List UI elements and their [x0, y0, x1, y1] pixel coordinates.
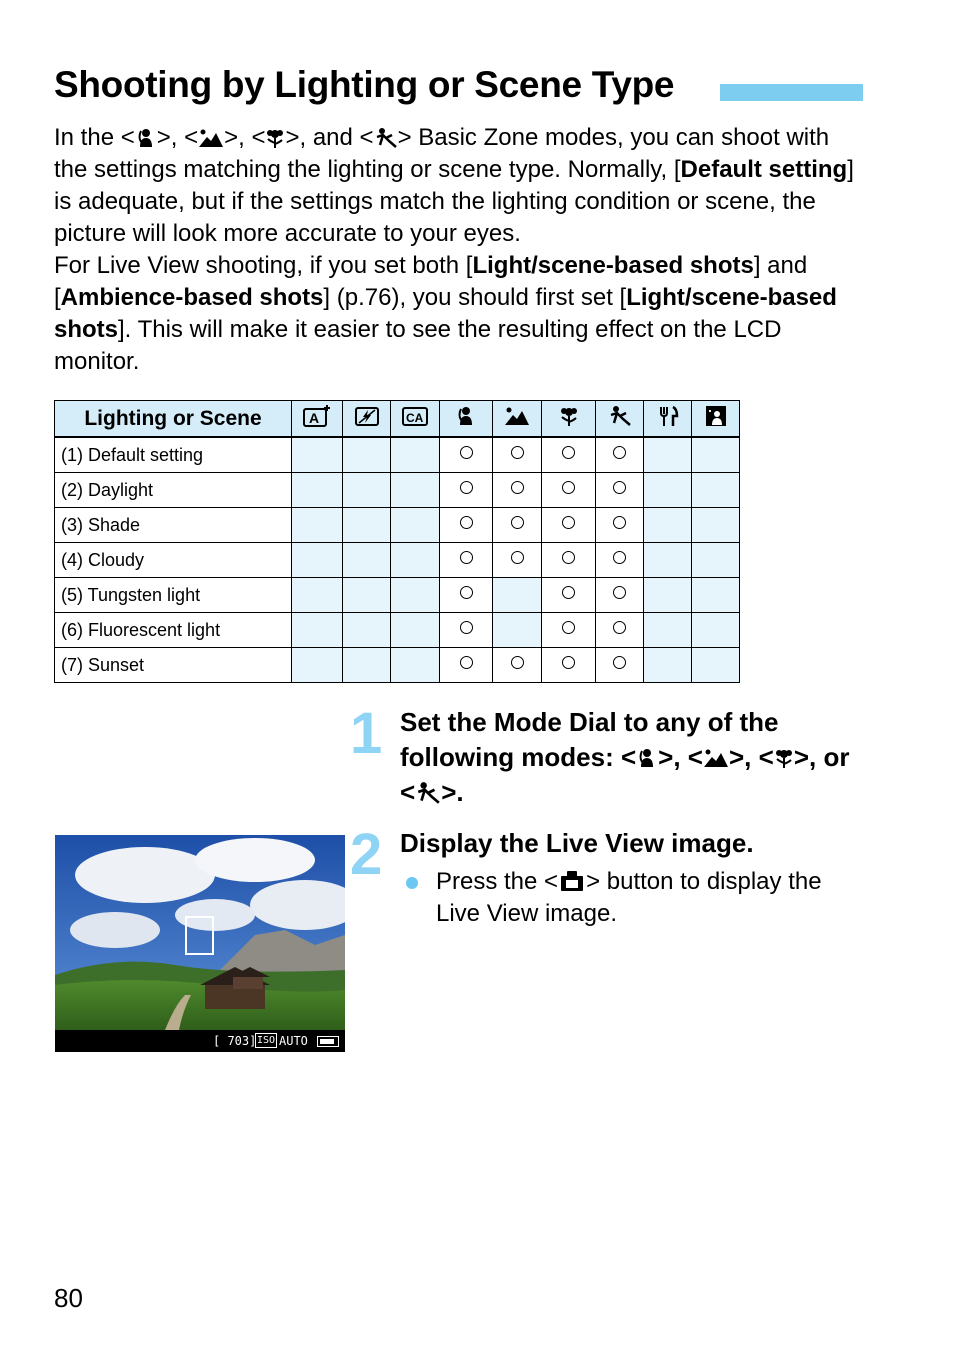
row-label: (4) Cloudy — [55, 543, 292, 578]
circle-mark-icon — [562, 586, 575, 599]
unavailable-cell — [391, 473, 440, 508]
table-row — [55, 648, 740, 683]
row-label: (1) Default setting — [55, 437, 292, 473]
row-label: (2) Daylight — [55, 473, 292, 508]
title-accent-bar — [720, 84, 863, 101]
available-mark-cell — [542, 508, 596, 543]
unavailable-cell — [343, 613, 391, 648]
available-mark-cell — [440, 613, 493, 648]
circle-mark-icon — [562, 516, 575, 529]
unavailable-cell — [391, 543, 440, 578]
circle-mark-icon — [511, 481, 524, 494]
unavailable-cell — [692, 648, 740, 683]
portrait-icon — [135, 127, 157, 149]
page-title: Shooting by Lighting or Scene Type — [54, 64, 675, 105]
available-mark-cell — [596, 578, 644, 613]
circle-mark-icon — [460, 516, 473, 529]
unavailable-cell — [644, 578, 692, 613]
available-mark-cell — [596, 508, 644, 543]
unavailable-cell — [493, 578, 542, 613]
unavailable-cell — [292, 578, 343, 613]
night-portrait-icon — [692, 401, 740, 438]
food-icon — [644, 401, 692, 438]
intro-paragraph-2: For Live View shooting, if you set both [Light/scene-based shots] and [Ambience-based shots] (p.76), you should first set [Light/scene-based shots]. This will make it easier to see the resulting effect on the LCD monitor. — [54, 252, 837, 375]
circle-mark-icon — [562, 481, 575, 494]
available-mark-cell — [542, 578, 596, 613]
row-label: (6) Fluorescent light — [55, 613, 292, 648]
unavailable-cell — [292, 613, 343, 648]
close-up-icon — [542, 401, 596, 438]
available-mark-cell — [596, 613, 644, 648]
live-view-status-bar — [55, 1030, 345, 1052]
iso-value: AUTO — [279, 1034, 308, 1048]
circle-mark-icon — [613, 586, 626, 599]
unavailable-cell — [493, 613, 542, 648]
shots-remaining: [ 703] — [213, 1034, 257, 1048]
circle-mark-icon — [511, 551, 524, 564]
circle-mark-icon — [562, 551, 575, 564]
unavailable-cell — [292, 473, 343, 508]
step-number: 2 — [350, 822, 383, 887]
sports-icon — [415, 781, 441, 805]
unavailable-cell — [391, 648, 440, 683]
available-mark-cell — [542, 648, 596, 683]
unavailable-cell — [692, 508, 740, 543]
live-view-screen-image — [55, 835, 345, 1052]
circle-mark-icon — [511, 446, 524, 459]
unavailable-cell — [644, 473, 692, 508]
available-mark-cell — [596, 437, 644, 473]
available-mark-cell — [542, 437, 596, 473]
unavailable-cell — [343, 543, 391, 578]
landscape-icon — [703, 746, 729, 770]
lighting-scene-table — [54, 400, 740, 683]
available-mark-cell — [440, 648, 493, 683]
available-mark-cell — [493, 473, 542, 508]
svg-text:CA: CA — [406, 410, 424, 425]
bullet-dot-icon — [406, 877, 418, 889]
table-row — [55, 437, 740, 473]
unavailable-cell — [343, 508, 391, 543]
table-row — [55, 543, 740, 578]
circle-mark-icon — [613, 481, 626, 494]
portrait-icon — [636, 746, 658, 770]
battery-icon — [317, 1036, 339, 1047]
circle-mark-icon — [511, 656, 524, 669]
flash-off-icon — [343, 401, 391, 438]
available-mark-cell — [493, 508, 542, 543]
row-label: (5) Tungsten light — [55, 578, 292, 613]
iso-icon: ISO — [257, 1035, 276, 1046]
circle-mark-icon — [460, 621, 473, 634]
close-up-icon — [265, 127, 285, 149]
step-1-heading: Set the Mode Dial to any of the following modes: < >, < >, < >, or < >. — [400, 707, 850, 807]
available-mark-cell — [440, 437, 493, 473]
circle-mark-icon — [460, 586, 473, 599]
available-mark-cell — [596, 648, 644, 683]
unavailable-cell — [692, 543, 740, 578]
unavailable-cell — [292, 508, 343, 543]
unavailable-cell — [692, 473, 740, 508]
circle-mark-icon — [613, 551, 626, 564]
circle-mark-icon — [613, 656, 626, 669]
unavailable-cell — [692, 578, 740, 613]
sports-icon — [374, 127, 398, 149]
circle-mark-icon — [562, 656, 575, 669]
unavailable-cell — [292, 543, 343, 578]
step-number: 1 — [350, 701, 383, 766]
available-mark-cell — [596, 543, 644, 578]
landscape-photo — [55, 835, 345, 1052]
unavailable-cell — [292, 437, 343, 473]
circle-mark-icon — [460, 551, 473, 564]
unavailable-cell — [391, 508, 440, 543]
circle-mark-icon — [613, 446, 626, 459]
circle-mark-icon — [613, 516, 626, 529]
circle-mark-icon — [562, 621, 575, 634]
unavailable-cell — [644, 508, 692, 543]
circle-mark-icon — [460, 481, 473, 494]
table-row — [55, 473, 740, 508]
unavailable-cell — [692, 613, 740, 648]
available-mark-cell — [440, 543, 493, 578]
unavailable-cell — [644, 543, 692, 578]
landscape-icon — [198, 127, 224, 149]
circle-mark-icon — [511, 516, 524, 529]
available-mark-cell — [440, 473, 493, 508]
available-mark-cell — [493, 648, 542, 683]
unavailable-cell — [391, 578, 440, 613]
table-row — [55, 508, 740, 543]
circle-mark-icon — [613, 621, 626, 634]
available-mark-cell — [542, 473, 596, 508]
portrait-icon — [440, 401, 493, 438]
unavailable-cell — [292, 648, 343, 683]
table-header-row — [55, 401, 740, 438]
page-number: 80 — [54, 1283, 83, 1313]
available-mark-cell — [542, 543, 596, 578]
close-up-icon — [774, 746, 794, 770]
table-row — [55, 613, 740, 648]
circle-mark-icon — [460, 656, 473, 669]
circle-mark-icon — [460, 446, 473, 459]
unavailable-cell — [644, 437, 692, 473]
svg-text:A: A — [309, 409, 320, 426]
table-row — [55, 578, 740, 613]
landscape-icon — [493, 401, 542, 438]
available-mark-cell — [542, 613, 596, 648]
circle-mark-icon — [562, 446, 575, 459]
step-2-bullet: Press the < > button to display the Live View image. — [400, 866, 870, 930]
creative-auto-icon — [391, 401, 440, 438]
available-mark-cell — [440, 508, 493, 543]
available-mark-cell — [440, 578, 493, 613]
intro-text — [54, 122, 869, 378]
intro-paragraph-1: In the < >, < >, < >, and < > Basic Zone modes, you can shoot with the settings matching the lighting or scene type. Normally, [Default setting] is adequate, but if the settings match the lighting condition or scene, the picture will look more accurate to your eyes. — [54, 124, 854, 247]
unavailable-cell — [343, 473, 391, 508]
row-label: (3) Shade — [55, 508, 292, 543]
available-mark-cell — [493, 437, 542, 473]
unavailable-cell — [391, 437, 440, 473]
live-view-button-icon — [558, 869, 586, 893]
unavailable-cell — [644, 613, 692, 648]
available-mark-cell — [596, 473, 644, 508]
scene-intelligent-auto-icon — [292, 401, 343, 438]
unavailable-cell — [343, 437, 391, 473]
row-label: (7) Sunset — [55, 648, 292, 683]
sports-icon — [596, 401, 644, 438]
unavailable-cell — [343, 648, 391, 683]
unavailable-cell — [692, 437, 740, 473]
unavailable-cell — [391, 613, 440, 648]
unavailable-cell — [343, 578, 391, 613]
unavailable-cell — [644, 648, 692, 683]
column-header-lighting-or-scene: Lighting or Scene — [55, 401, 292, 438]
available-mark-cell — [493, 543, 542, 578]
step-2-heading: Display the Live View image. — [400, 828, 754, 858]
